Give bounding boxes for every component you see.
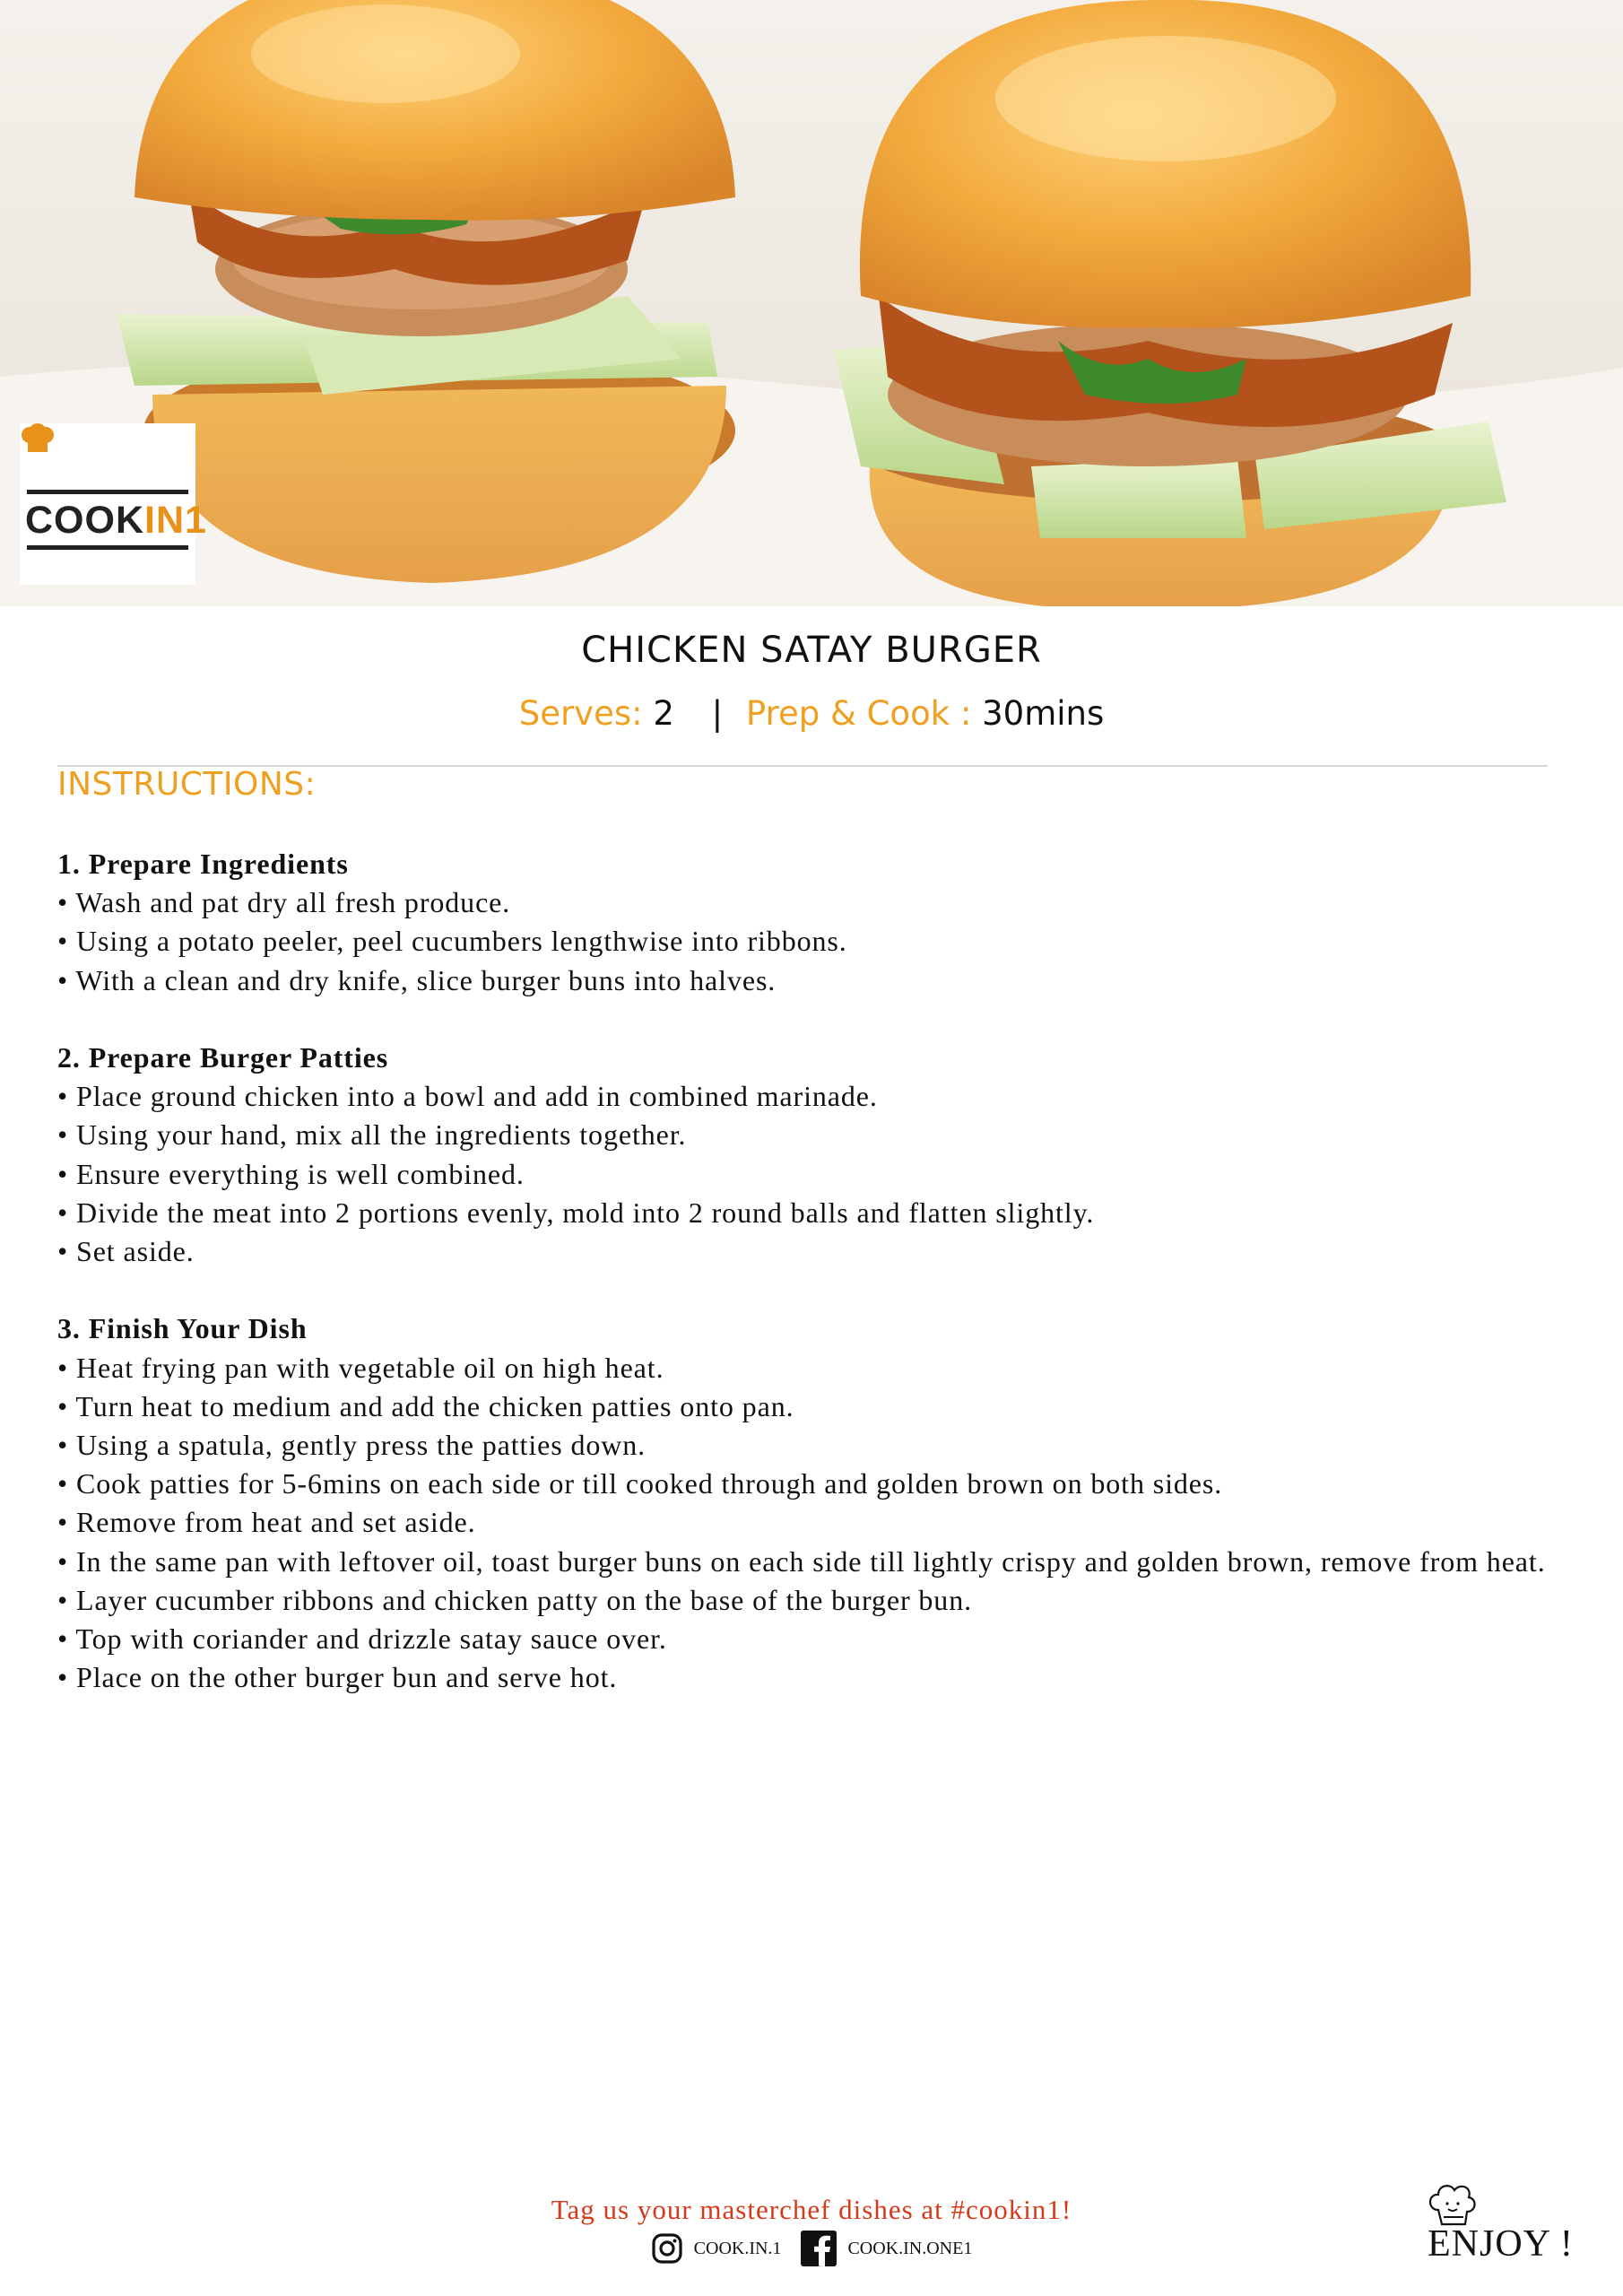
step-bullet: • Turn heat to medium and add the chicken patties onto pan. bbox=[57, 1389, 794, 1422]
logo-text-left: COOK bbox=[25, 499, 144, 542]
step-bullet: • Place ground chicken into a bowl and add in combined marinade. bbox=[57, 1080, 878, 1113]
time-value: 30mins bbox=[982, 694, 1105, 733]
logo-text-accent: IN1 bbox=[144, 499, 207, 542]
social-links bbox=[0, 2231, 1623, 2266]
step-bullet: • Place on the other burger bun and serve hot. bbox=[57, 1661, 618, 1694]
meta-separator: | bbox=[711, 694, 724, 733]
step-3 bbox=[57, 1309, 1564, 1697]
instagram-icon bbox=[651, 2232, 683, 2265]
step-bullet: • Set aside. bbox=[57, 1235, 195, 1268]
step-title: 1. Prepare Ingredients bbox=[57, 848, 349, 880]
step-bullet: • Remove from heat and set aside. bbox=[57, 1506, 476, 1539]
hero-photo bbox=[0, 0, 1623, 606]
logo-wordmark bbox=[25, 499, 207, 543]
step-bullet: • Ensure everything is well combined. bbox=[57, 1157, 525, 1190]
step-title: 3. Finish Your Dish bbox=[57, 1312, 308, 1345]
instructions-heading: INSTRUCTIONS: bbox=[57, 766, 317, 803]
recipe-meta bbox=[0, 694, 1623, 733]
chef-hat-logo-icon bbox=[20, 423, 56, 457]
step-bullet: • Cook patties for 5-6mins on each side or till cooked through and golden brown on both sides. bbox=[57, 1467, 1223, 1500]
burger-illustration bbox=[0, 0, 1623, 606]
step-bullet: • Using a potato peeler, peel cucumbers lengthwise into ribbons. bbox=[57, 925, 847, 958]
step-2 bbox=[57, 1039, 1564, 1271]
step-title: 2. Prepare Burger Patties bbox=[57, 1041, 389, 1074]
footer-tagline: Tag us your masterchef dishes at #cookin1! bbox=[551, 2194, 1072, 2225]
facebook-icon bbox=[801, 2231, 837, 2266]
facebook-handle: COOK.IN.ONE1 bbox=[847, 2238, 973, 2258]
time-label: Prep & Cook : bbox=[745, 694, 972, 733]
step-bullet: • Divide the meat into 2 portions evenly, mold into 2 round balls and flatten slightly. bbox=[57, 1196, 1095, 1229]
step-bullet: • Using your hand, mix all the ingredients together. bbox=[57, 1118, 687, 1152]
step-bullet: • Heat frying pan with vegetable oil on high heat. bbox=[57, 1351, 664, 1384]
step-bullet: • With a clean and dry knife, slice burger buns into halves. bbox=[57, 963, 777, 996]
step-bullet: • Using a spatula, gently press the patties down. bbox=[57, 1429, 647, 1462]
step-bullet: • In the same pan with leftover oil, toast burger buns on each side till lightly crispy and golden brown, remove from heat. bbox=[57, 1544, 1546, 1578]
logo-rule-top bbox=[27, 490, 188, 494]
step-bullet: • Top with coriander and drizzle satay sauce over. bbox=[57, 1622, 667, 1656]
cookin1-logo bbox=[20, 423, 207, 585]
step-bullet: • Layer cucumber ribbons and chicken patty on the base of the burger bun. bbox=[57, 1583, 972, 1616]
step-bullet: • Wash and pat dry all fresh produce. bbox=[57, 886, 511, 919]
enjoy-signoff: ENJOY ! bbox=[1428, 2223, 1574, 2265]
right-burger bbox=[834, 0, 1506, 606]
serves-value: 2 bbox=[653, 694, 674, 733]
instagram-link[interactable] bbox=[651, 2232, 782, 2265]
serves-label: Serves: bbox=[518, 694, 643, 733]
instruction-steps bbox=[57, 845, 1564, 1697]
left-burger bbox=[117, 0, 735, 583]
recipe-title: CHICKEN SATAY BURGER bbox=[581, 630, 1042, 671]
facebook-link[interactable] bbox=[801, 2231, 972, 2266]
instagram-handle: COOK.IN.1 bbox=[693, 2238, 782, 2258]
logo-rule-bottom bbox=[27, 545, 188, 550]
step-1 bbox=[57, 845, 1564, 1000]
